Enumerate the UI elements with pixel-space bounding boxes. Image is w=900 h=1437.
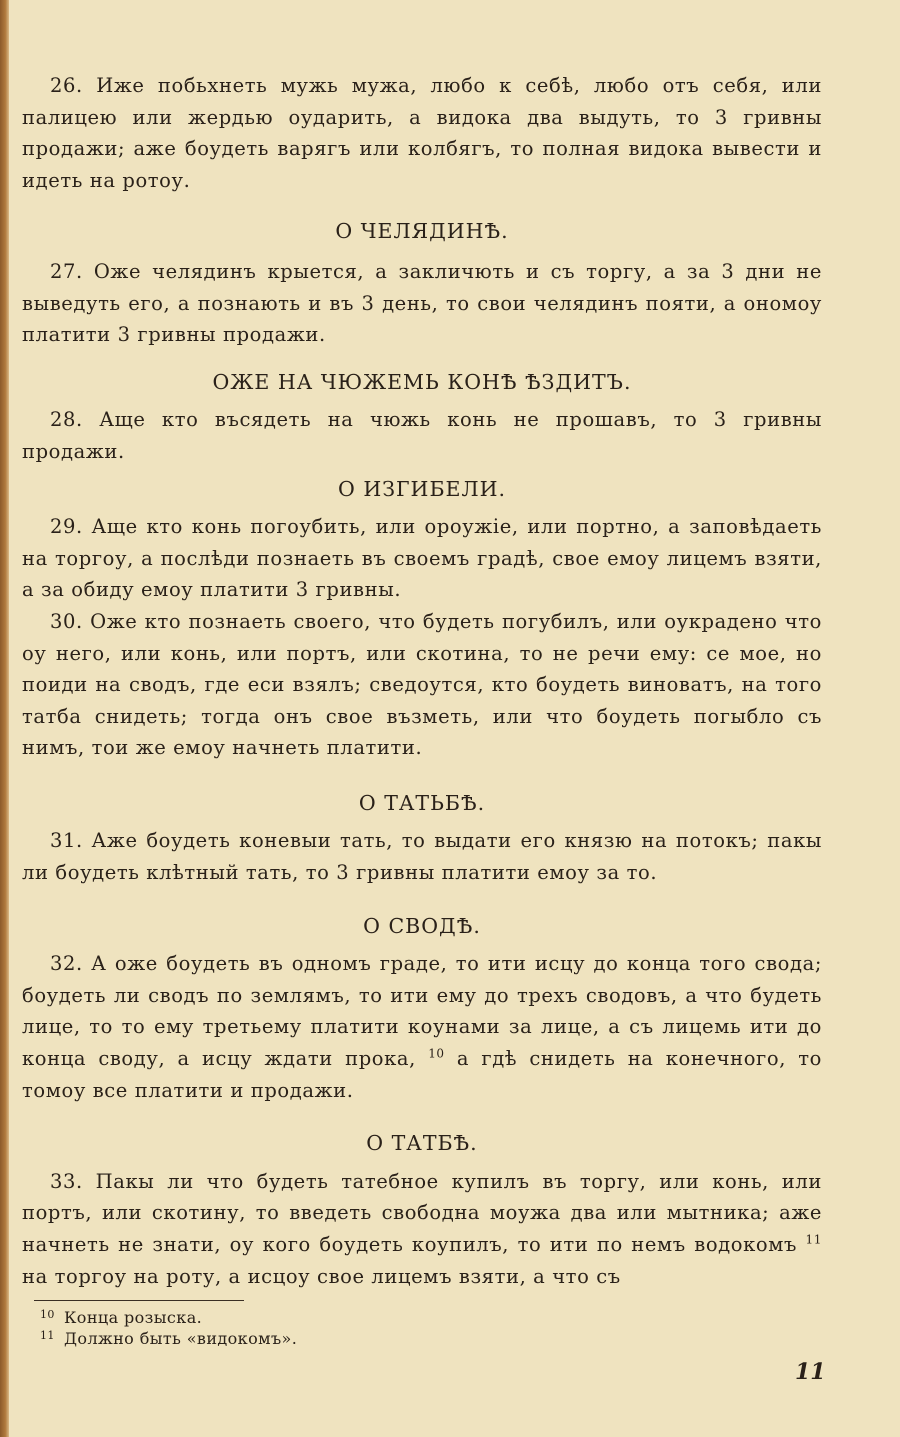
heading-o-cheladine: О ЧЕЛЯДИНѢ. xyxy=(335,219,509,244)
footnote-text: Конца розыска. xyxy=(64,1308,203,1327)
footnote-mark: 11 xyxy=(40,1329,55,1342)
heading-o-tatbe-2: О ТАТБѢ. xyxy=(366,1131,478,1156)
footnote-divider xyxy=(34,1300,244,1301)
article-29: 29. Аще кто конь погоубить, или ороужіе, или портно, а заповѣдаеть на торгоу, а послѣди познаеть въ своемъ градѣ, свое емоу лицемъ взяти, а за обиду емоу платити 3 гривны. xyxy=(22,515,822,602)
footnote-10 xyxy=(34,1307,824,1328)
article-26: 26. Иже побьхнеть мужь мужа, любо к себѣ, любо отъ себя, или палицею или жердью оударить, а видока два выдуть, то 3 гривны продажи; аже боудеть варягъ или колбягъ, то полная видока вывести и идеть на ротоу. xyxy=(22,74,822,192)
footnote-mark: 10 xyxy=(40,1308,55,1321)
article-32-text-a: 32. А оже боудеть въ одномъ граде, то ити исцу до конца того свода; боудеть ли сводъ по землямъ, то ити ему до трехъ сводовъ, а что будеть лице, то то ему третьему платити коунами за лице, а съ лицемь ити до конца своду, а исцу ждати прока, xyxy=(22,952,822,1071)
article-33-text-b: на торгоу на роту, а исцоу свое лицемъ взяти, а что съ xyxy=(22,1264,621,1288)
footnote-ref-11[interactable]: 11 xyxy=(805,1232,822,1247)
article-27: 27. Оже челядинъ крыется, а закличють и съ торгу, а за 3 дни не выведуть его, а познають и въ 3 день, то свои челядинъ пояти, а ономоу платити 3 гривны продажи. xyxy=(22,259,822,347)
heading-o-svode: О СВОДѢ. xyxy=(363,913,481,938)
footnotes xyxy=(34,1301,824,1349)
heading-o-izgibeli: О ИЗГИБЕЛИ. xyxy=(338,476,506,501)
footnote-ref-10[interactable]: 10 xyxy=(428,1046,445,1061)
article-32-text-b: а гдѣ снидеть на конечного, то томоу все платити и продажи. xyxy=(22,1047,822,1102)
book-binding-edge xyxy=(0,0,9,1437)
heading-na-chuzhem-kone: ОЖЕ НА ЧЮЖЕМЬ КОНѢ ѢЗДИТЪ. xyxy=(212,369,632,394)
article-33-text-a: 33. Пакы ли что будеть татебное купилъ въ торгу, или конь, или портъ, или скотину, то введеть свободна моужа два или мытника; аже начнеть не знати, оу кого боудеть коупилъ, то ити по немъ водокомъ xyxy=(22,1169,822,1256)
article-31: 31. Аже боудеть коневыи тать, то выдати его князю на потокъ; пакы ли боудеть клѣтный тать, то 3 гривны платити емоу за то. xyxy=(22,829,822,885)
article-33 xyxy=(22,1166,822,1292)
article-32 xyxy=(22,948,822,1106)
page-body xyxy=(22,70,822,1292)
page-number: 11 xyxy=(795,1359,826,1385)
footnote-11 xyxy=(34,1328,824,1349)
article-28: 28. Аще кто въсядеть на чюжь конь не прошавъ, то 3 гривны продажи. xyxy=(22,408,822,463)
heading-o-tatbe: О ТАТЬБѢ. xyxy=(358,790,486,815)
footnote-text: Должно быть «видокомъ». xyxy=(64,1329,298,1348)
article-30: 30. Оже кто познаеть своего, что будеть погубилъ, или оукрадено что оу него, или конь, или портъ, или скотина, то не речи ему: се мое, но поиди на сводъ, где еси взялъ; сведоутся, кто боудеть виноватъ, на того татба снидеть; тогда онъ свое възметь, или что боудеть погыбло съ нимъ, тои же емоу начнеть платити. xyxy=(22,609,822,760)
